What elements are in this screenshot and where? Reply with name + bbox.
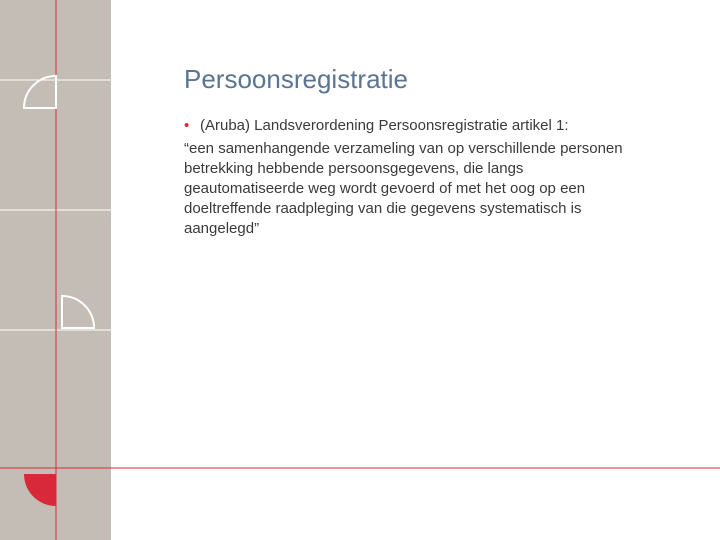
bullet-text: (Aruba) Landsverordening Persoonsregistratie artikel 1:	[200, 117, 569, 134]
definition-quote: “een samenhangende verzameling van op verschillende personen betrekking hebbende persoonsgegevens, die langs geautomatiseerde weg wordt gevoerd of met het oog op een doeltreffende raadpleging van die gegevens systematisch is aangelegd”	[184, 140, 623, 237]
quarter-circle-icon	[62, 296, 94, 328]
quarter-circle-icon	[24, 76, 56, 108]
bullet-item	[184, 117, 644, 134]
bullet-marker: •	[184, 117, 190, 134]
slide-title: Persoonsregistratie	[184, 64, 408, 94]
red-quarter-circle-icon	[24, 474, 56, 506]
